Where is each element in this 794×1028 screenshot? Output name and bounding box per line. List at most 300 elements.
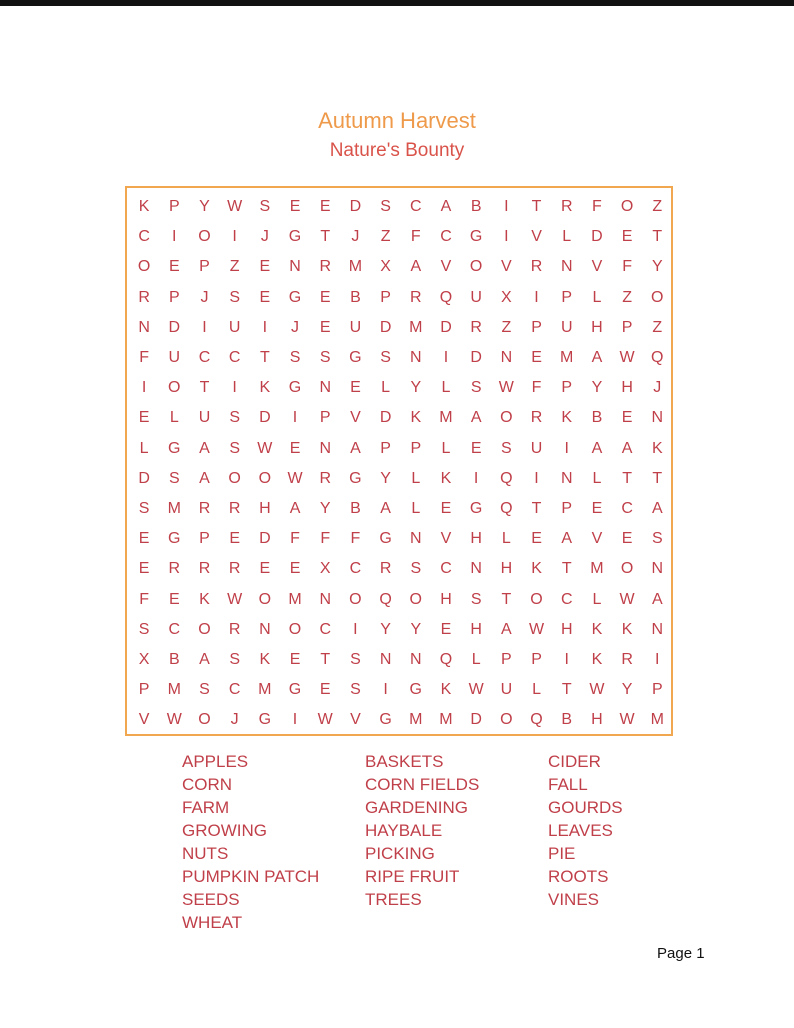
grid-letter: D [379, 318, 392, 336]
grid-letter: E [289, 198, 301, 216]
grid-letter: O [651, 288, 664, 306]
grid-letter: K [561, 409, 573, 427]
grid-letter: U [500, 681, 513, 699]
grid-letter: S [229, 288, 240, 306]
grid-letter: R [621, 650, 633, 668]
grid-letter: C [560, 590, 573, 608]
grid-letter: L [411, 499, 421, 517]
grid-letter: K [199, 590, 210, 608]
grid-letter: C [440, 560, 452, 578]
grid-letter: E [350, 379, 361, 397]
grid-letter: R [560, 198, 573, 216]
grid-letter: X [138, 650, 150, 668]
grid-letter: V [350, 711, 361, 729]
grid-letter: W [166, 711, 182, 729]
grid-letter: D [379, 409, 392, 427]
grid-letter: S [229, 650, 240, 668]
grid-letter: D [591, 228, 603, 246]
grid-letter: M [590, 560, 604, 578]
grid-letter: K [440, 681, 452, 699]
word-list-item: CIDER [548, 752, 601, 771]
word-list-item: VINES [548, 890, 600, 909]
grid-letter: P [531, 650, 542, 668]
grid-letter: C [621, 499, 633, 517]
grid-letter: R [410, 288, 422, 306]
word-list-item: PICKING [365, 844, 435, 863]
grid-letter: E [319, 318, 331, 336]
grid-letter: I [564, 650, 569, 668]
grid-letter: J [200, 288, 209, 306]
grid-letter: I [473, 469, 479, 487]
grid-letter: C [349, 560, 362, 578]
word-list-item: BASKETS [365, 752, 444, 771]
grid-letter: M [348, 258, 363, 276]
grid-letter: G [379, 530, 392, 548]
grid-letter: H [560, 620, 573, 638]
grid-letter: I [383, 681, 388, 699]
word-list-item: PIE [548, 844, 576, 863]
grid-letter: O [409, 590, 422, 608]
grid-letter: C [168, 620, 181, 638]
grid-letter: W [227, 590, 243, 608]
grid-letter: Y [380, 469, 391, 487]
grid-letter: L [381, 379, 391, 397]
grid-letter: S [470, 590, 482, 608]
grid-letter: V [591, 258, 603, 276]
grid-letter: U [198, 409, 211, 427]
grid-letter: I [292, 711, 298, 729]
grid-letter: D [168, 318, 181, 336]
grid-letter: U [228, 318, 241, 336]
grid-letter: Y [621, 681, 633, 699]
grid-letter: Q [651, 349, 664, 367]
word-search-grid-frame [125, 186, 673, 736]
grid-letter: B [350, 288, 361, 306]
grid-letter: A [470, 409, 482, 427]
word-list-item: PUMPKIN PATCH [182, 867, 320, 886]
grid-letter: E [531, 349, 542, 367]
grid-letter: I [534, 288, 539, 306]
grid-letter: G [288, 681, 302, 699]
grid-letter: E [319, 288, 331, 306]
word-list-column-1 [182, 750, 319, 934]
grid-letter: A [651, 499, 663, 517]
grid-letter: P [531, 318, 542, 336]
grid-letter: W [619, 349, 635, 367]
grid-letter: A [410, 258, 422, 276]
grid-letter: O [620, 560, 634, 578]
grid-letter: I [534, 469, 539, 487]
grid-letter: S [168, 469, 180, 487]
grid-letter: M [560, 349, 574, 367]
grid-letter: T [259, 349, 270, 367]
grid-letter: S [651, 530, 663, 548]
grid-letter: E [591, 499, 603, 517]
grid-letter: U [530, 439, 543, 457]
grid-letter: G [469, 499, 483, 517]
grid-letter: K [591, 650, 603, 668]
grid-letter: E [621, 530, 633, 548]
grid-letter: W [498, 379, 514, 397]
grid-letter: H [440, 590, 452, 608]
grid-letter: P [410, 439, 422, 457]
grid-letter: R [379, 560, 392, 578]
grid-letter: Z [622, 288, 632, 306]
grid-letter: K [410, 409, 422, 427]
grid-letter: O [258, 469, 272, 487]
word-list-item: SEEDS [182, 890, 240, 909]
grid-letter: E [531, 530, 542, 548]
grid-letter: O [137, 258, 151, 276]
grid-letter: O [620, 198, 634, 216]
grid-letter: C [319, 620, 331, 638]
grid-letter: F [290, 530, 300, 548]
grid-letter: S [138, 499, 150, 517]
grid-letter: K [621, 620, 633, 638]
grid-letter: N [410, 349, 422, 367]
grid-letter: G [288, 228, 302, 246]
grid-letter: P [561, 499, 573, 517]
grid-letter: D [470, 349, 482, 367]
grid-letter: Z [501, 318, 512, 336]
grid-letter: H [591, 318, 603, 336]
grid-letter: S [319, 349, 331, 367]
grid-letter: I [443, 349, 449, 367]
page-top-edge [0, 0, 794, 6]
page-number: Page 1 [657, 945, 705, 962]
grid-letter: D [440, 318, 452, 336]
grid-letter: N [500, 349, 513, 367]
grid-letter: P [199, 530, 210, 548]
grid-letter: L [411, 469, 421, 487]
grid-letter: I [655, 650, 660, 668]
grid-letter: E [138, 530, 150, 548]
grid-letter: N [651, 409, 664, 427]
grid-letter: Q [500, 469, 513, 487]
grid-letter: N [319, 590, 331, 608]
word-list-item: GROWING [182, 821, 267, 840]
grid-letter: I [232, 228, 237, 246]
grid-letter: N [319, 439, 331, 457]
grid-letter: A [561, 530, 573, 548]
grid-letter: R [168, 560, 181, 578]
grid-letter: T [652, 469, 663, 487]
word-list-item: HAYBALE [365, 821, 443, 840]
grid-letter: N [651, 620, 664, 638]
grid-letter: V [138, 711, 150, 729]
word-list-item: ROOTS [548, 867, 609, 886]
grid-letter: Q [530, 711, 543, 729]
grid-letter: G [168, 530, 181, 548]
grid-letter: P [380, 288, 391, 306]
grid-letter: V [591, 530, 603, 548]
grid-letter: F [320, 530, 331, 548]
grid-letter: P [380, 439, 391, 457]
grid-letter: A [199, 650, 210, 668]
grid-letter: R [198, 499, 211, 517]
grid-letter: J [291, 318, 300, 336]
grid-letter: N [379, 650, 392, 668]
grid-letter: T [622, 469, 632, 487]
grid-letter: R [530, 409, 543, 427]
grid-letter: I [262, 318, 268, 336]
grid-letter: E [319, 681, 331, 699]
grid-letter: W [257, 439, 273, 457]
grid-letter: Z [380, 228, 391, 246]
grid-letter: E [259, 288, 271, 306]
word-list-item: NUTS [182, 844, 229, 863]
grid-letter: K [651, 439, 663, 457]
word-list-item: FALL [548, 775, 588, 794]
grid-letter: C [138, 228, 150, 246]
grid-letter: P [199, 258, 210, 276]
grid-letter: M [167, 681, 181, 699]
grid-letter: U [168, 349, 181, 367]
grid-letter: E [621, 228, 633, 246]
grid-letter: L [562, 228, 572, 246]
grid-letter: O [500, 711, 513, 729]
grid-letter: G [288, 379, 302, 397]
grid-letter: S [138, 620, 150, 638]
grid-letter: V [501, 258, 512, 276]
grid-letter: X [501, 288, 512, 306]
word-list-item: WHEAT [182, 913, 243, 932]
grid-letter: R [470, 318, 482, 336]
grid-letter: L [592, 469, 602, 487]
grid-letter: P [168, 288, 180, 306]
grid-letter: V [440, 258, 452, 276]
grid-letter: L [471, 650, 481, 668]
grid-letter: E [289, 650, 301, 668]
grid-letter: B [561, 711, 573, 729]
page-title: Autumn Harvest [318, 108, 476, 133]
word-list-item: GARDENING [365, 798, 468, 817]
grid-letter: M [650, 711, 664, 729]
grid-letter: I [353, 620, 358, 638]
grid-letter: N [289, 258, 301, 276]
grid-letter: P [621, 318, 633, 336]
grid-letter: I [172, 228, 177, 246]
grid-letter: P [319, 409, 331, 427]
grid-letter: O [168, 379, 181, 397]
word-list-column-2 [365, 750, 479, 911]
grid-letter: B [470, 198, 482, 216]
grid-letter: R [138, 288, 150, 306]
word-list-item: LEAVES [548, 821, 613, 840]
grid-letter: B [350, 499, 361, 517]
grid-letter: T [199, 379, 210, 397]
grid-letter: W [287, 469, 303, 487]
grid-letter: S [350, 681, 361, 699]
grid-letter: V [440, 530, 452, 548]
grid-letter: O [198, 711, 211, 729]
grid-letter: L [441, 379, 451, 397]
grid-letter: A [651, 590, 663, 608]
grid-letter: Y [591, 379, 603, 397]
grid-letter: K [138, 198, 150, 216]
word-list-item: FARM [182, 798, 230, 817]
grid-letter: A [350, 439, 361, 457]
word-list-item: TREES [365, 890, 422, 909]
grid-letter: F [139, 349, 149, 367]
grid-letter: S [229, 439, 240, 457]
grid-letter: T [561, 681, 572, 699]
grid-letter: N [470, 560, 482, 578]
grid-letter: U [349, 318, 362, 336]
grid-letter: R [228, 499, 241, 517]
page-subtitle: Nature's Bounty [329, 140, 465, 161]
grid-letter: L [501, 530, 511, 548]
grid-letter: P [651, 681, 663, 699]
grid-letter: N [410, 650, 422, 668]
grid-letter: X [319, 560, 331, 578]
grid-letter: O [258, 590, 272, 608]
grid-letter: N [259, 620, 271, 638]
grid-letter: M [288, 590, 302, 608]
grid-letter: A [380, 499, 391, 517]
grid-letter: Y [380, 620, 391, 638]
grid-letter: L [169, 409, 179, 427]
grid-letter: E [259, 560, 271, 578]
grid-letter: O [349, 590, 362, 608]
grid-letter: B [591, 409, 603, 427]
grid-letter: H [500, 560, 513, 578]
grid-letter: J [260, 228, 269, 246]
grid-letter: F [410, 228, 421, 246]
grid-letter: D [259, 409, 271, 427]
grid-letter: Q [439, 288, 453, 306]
grid-letter: E [470, 439, 482, 457]
grid-letter: E [138, 409, 150, 427]
grid-letter: D [138, 469, 150, 487]
grid-letter: V [350, 409, 361, 427]
grid-letter: W [468, 681, 484, 699]
grid-letter: E [289, 560, 301, 578]
grid-letter: Q [379, 590, 392, 608]
grid-letter: H [591, 711, 603, 729]
grid-letter: L [532, 681, 541, 699]
grid-letter: G [258, 711, 272, 729]
grid-letter: O [288, 620, 302, 638]
grid-letter: V [531, 228, 542, 246]
grid-letter: H [259, 499, 271, 517]
grid-letter: C [198, 349, 211, 367]
grid-letter: M [258, 681, 272, 699]
grid-letter: A [591, 439, 603, 457]
grid-letter: I [564, 439, 569, 457]
grid-letter: G [469, 228, 483, 246]
grid-letter: T [652, 228, 663, 246]
grid-letter: A [621, 439, 633, 457]
grid-letter: X [380, 258, 391, 276]
grid-letter: K [259, 650, 271, 668]
grid-letter: C [228, 349, 241, 367]
grid-letter: J [230, 711, 239, 729]
grid-letter: L [592, 590, 602, 608]
grid-letter: J [653, 379, 662, 397]
grid-letter: T [531, 198, 542, 216]
grid-letter: I [292, 409, 298, 427]
grid-letter: O [198, 228, 211, 246]
grid-letter: D [259, 530, 271, 548]
grid-letter: Z [652, 198, 663, 216]
grid-letter: I [504, 228, 509, 246]
grid-letter: M [409, 318, 423, 336]
grid-letter: H [470, 620, 482, 638]
grid-letter: M [167, 499, 181, 517]
grid-letter: M [439, 409, 453, 427]
grid-letter: C [228, 681, 241, 699]
grid-letter: N [651, 560, 664, 578]
grid-letter: T [320, 228, 331, 246]
grid-letter: P [501, 650, 512, 668]
grid-letter: T [320, 650, 331, 668]
grid-letter: E [168, 590, 180, 608]
grid-letter: B [168, 650, 180, 668]
grid-letter: R [319, 258, 331, 276]
grid-letter: T [531, 499, 542, 517]
grid-letter: A [289, 499, 301, 517]
grid-letter: W [589, 681, 605, 699]
word-list-column-3 [548, 750, 623, 911]
grid-letter: Q [439, 650, 453, 668]
grid-letter: G [349, 469, 362, 487]
grid-letter: M [409, 711, 423, 729]
word-list-item: RIPE FRUIT [365, 867, 460, 886]
grid-letter: G [379, 711, 392, 729]
grid-letter: E [289, 439, 301, 457]
grid-letter: O [228, 469, 241, 487]
grid-letter: L [441, 439, 451, 457]
grid-letter: E [319, 198, 331, 216]
grid-letter: S [410, 560, 422, 578]
grid-letter: H [621, 379, 633, 397]
grid-letter: D [470, 711, 482, 729]
grid-letter: R [530, 258, 543, 276]
grid-letter: U [560, 318, 573, 336]
grid-letter: M [439, 711, 453, 729]
word-list-item: CORN FIELDS [365, 775, 480, 794]
grid-letter: K [591, 620, 603, 638]
grid-letter: S [289, 349, 301, 367]
grid-letter: P [138, 681, 150, 699]
grid-letter: E [621, 409, 633, 427]
grid-letter: L [139, 439, 149, 457]
grid-letter: Y [199, 198, 210, 216]
grid-letter: E [168, 258, 180, 276]
grid-letter: E [440, 620, 452, 638]
grid-letter: R [228, 560, 241, 578]
grid-letter: F [139, 590, 149, 608]
grid-letter: S [470, 379, 482, 397]
word-list-item: CORN [182, 775, 233, 794]
grid-letter: A [591, 349, 603, 367]
grid-letter: G [288, 288, 302, 306]
grid-letter: F [531, 379, 542, 397]
grid-letter: I [504, 198, 509, 216]
grid-letter: S [259, 198, 271, 216]
grid-letter: T [501, 590, 512, 608]
grid-letter: A [199, 469, 210, 487]
grid-letter: P [168, 198, 180, 216]
grid-letter: F [592, 198, 602, 216]
grid-letter: L [592, 288, 602, 306]
grid-letter: G [409, 681, 422, 699]
grid-letter: T [561, 560, 572, 578]
grid-letter: I [202, 318, 207, 336]
grid-letter: C [440, 228, 452, 246]
grid-letter: S [380, 198, 391, 216]
